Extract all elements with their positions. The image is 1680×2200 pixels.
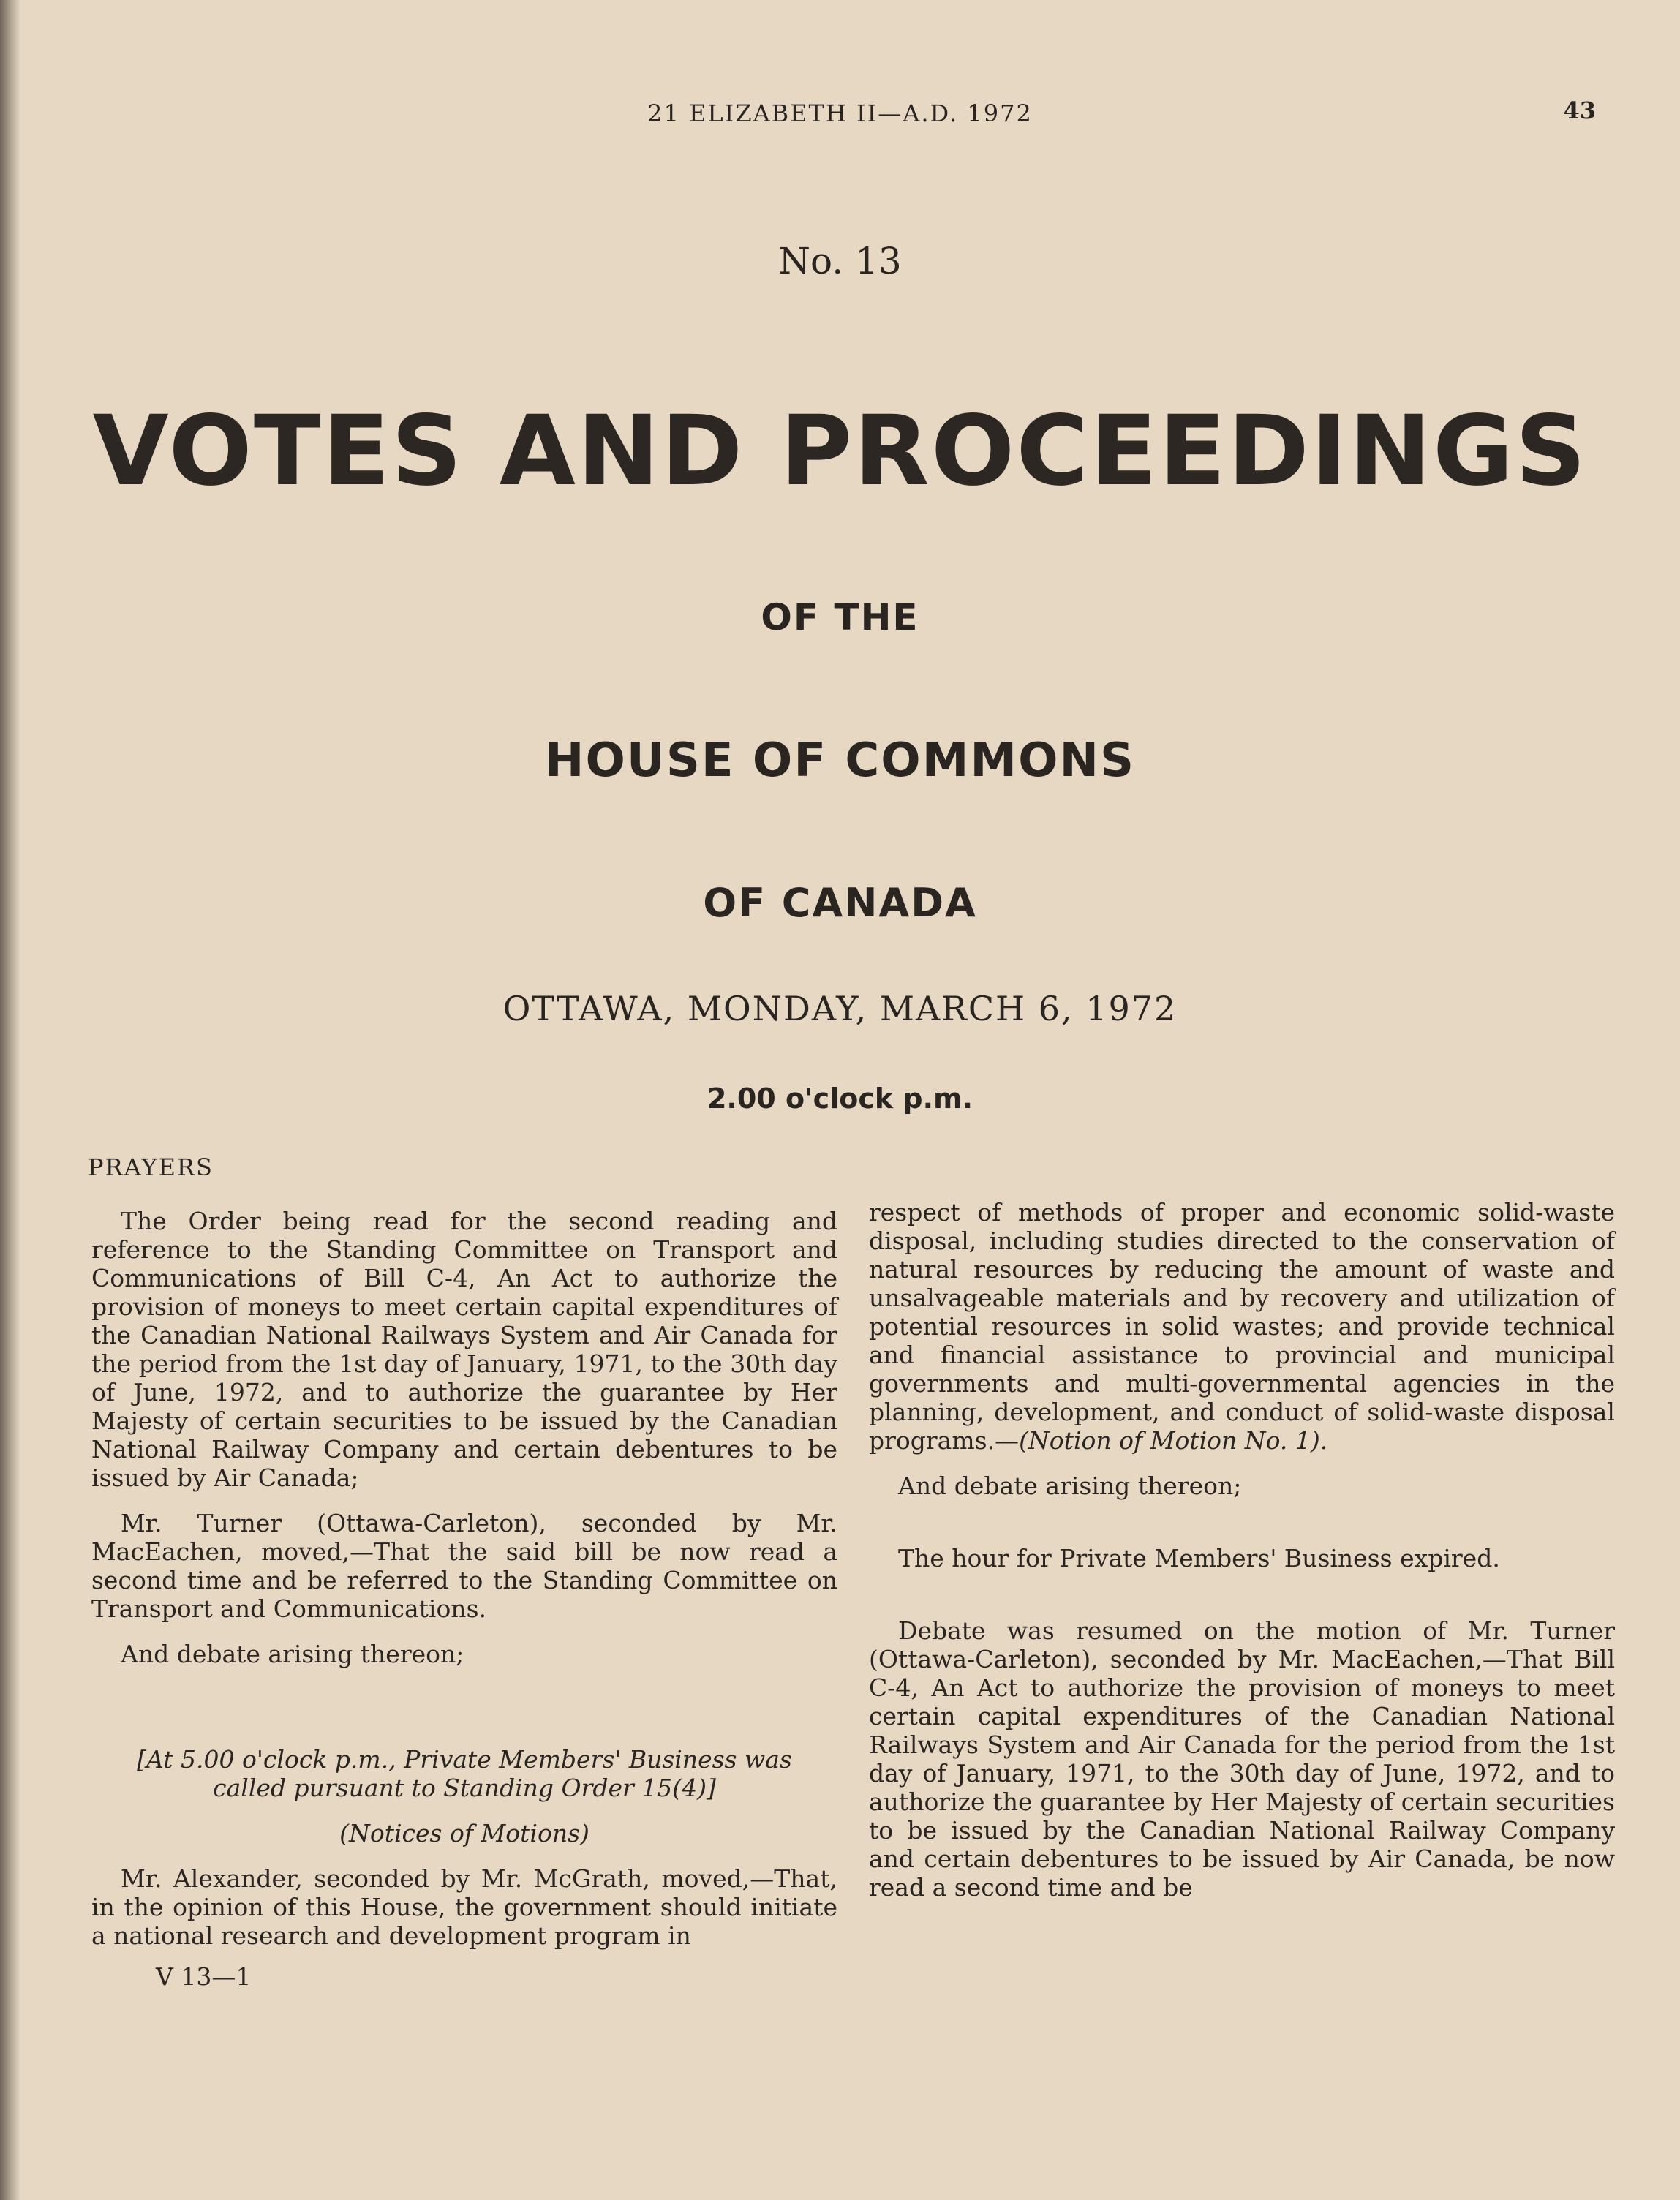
- notices-of-motions-heading: (Notices of Motions): [339, 1819, 589, 1847]
- solid-waste-text: respect of methods of proper and economic solid-waste disposal, including studies directed to the conservation of natural resources by reducing the amount of waste and unsalvageable materials and by recovery and utilization of potential resources in solid wastes; and provide technical and financial assistance to provincial and municipal governments and multi-governmental agencies in the planning, development, and conduct of solid-waste disposal programs.—: [869, 1198, 1615, 1455]
- issue-number: No. 13: [778, 240, 902, 282]
- paragraph-debate-resumed: Debate was resumed on the motion of Mr. Turner (Ottawa-Carleton), seconded by Mr. MacEachen,—That Bill C-4, An Act to authorize the provision of moneys to meet certain capital expenditures of the Canadian National Railways System and Air Canada for the period from the 1st day of January, 1971, to the 30th day of June, 1972, and to authorize the guarantee by Her Majesty of certain securities to be issued by the Canadian National Railway Company and certain debentures to be issued by Air Canada, be now read a second time and be: [869, 1616, 1615, 1902]
- notion-of-motion-ref: (Notion of Motion No. 1).: [1019, 1426, 1328, 1455]
- sitting-date: OTTAWA, MONDAY, MARCH 6, 1972: [502, 989, 1178, 1028]
- paragraph-order-read: The Order being read for the second reading and reference to the Standing Committee on Transport and Communications of Bill C-4, An Act to authorize the provision of moneys to meet certain capital expenditures of the Canadian National Railways System and Air Canada for the period from the 1st day of January, 1971, to the 30th day of June, 1972, and to authorize the guarantee by Her Majesty of certain securities to be issued by the Canadian National Railway Company and certain debentures to be issued by Air Canada;: [91, 1207, 837, 1492]
- paragraph-solid-waste: [869, 1198, 1615, 1455]
- paragraph-turner-motion: Mr. Turner (Ottawa-Carleton), seconded by Mr. MacEachen, moved,—That the said bill be now read a second time and be referred to the Standing Committee on Transport and Communications.: [91, 1509, 837, 1623]
- right-column: [869, 1198, 1615, 1902]
- paragraph-hour-expired: The hour for Private Members' Business expired.: [898, 1544, 1500, 1572]
- title-of-canada: OF CANADA: [703, 880, 977, 926]
- page-header: [0, 99, 1680, 136]
- paragraph-alexander-motion: Mr. Alexander, seconded by Mr. McGrath, moved,—That, in the opinion of this House, the government should initiate a national research and development program in: [91, 1864, 837, 1950]
- private-members-note: [At 5.00 o'clock p.m., Private Members' Business was called pursuant to Standing Order 15(4)]: [137, 1745, 792, 1802]
- sitting-time: 2.00 o'clock p.m.: [707, 1082, 973, 1115]
- running-head: 21 ELIZABETH II—A.D. 1972: [647, 99, 1033, 127]
- paragraph-debate-arising-2: And debate arising thereon;: [898, 1472, 1242, 1500]
- signature-mark: V 13—1: [156, 1962, 252, 1991]
- prayers-heading: PRAYERS: [88, 1153, 214, 1181]
- left-column: [91, 1207, 837, 1950]
- paragraph-debate-arising: And debate arising thereon;: [121, 1640, 464, 1668]
- page-number: 43: [1563, 97, 1596, 124]
- title-house-of-commons: HOUSE OF COMMONS: [544, 734, 1136, 788]
- document-title: VOTES AND PROCEEDINGS: [92, 395, 1588, 508]
- title-of-the: OF THE: [761, 596, 919, 638]
